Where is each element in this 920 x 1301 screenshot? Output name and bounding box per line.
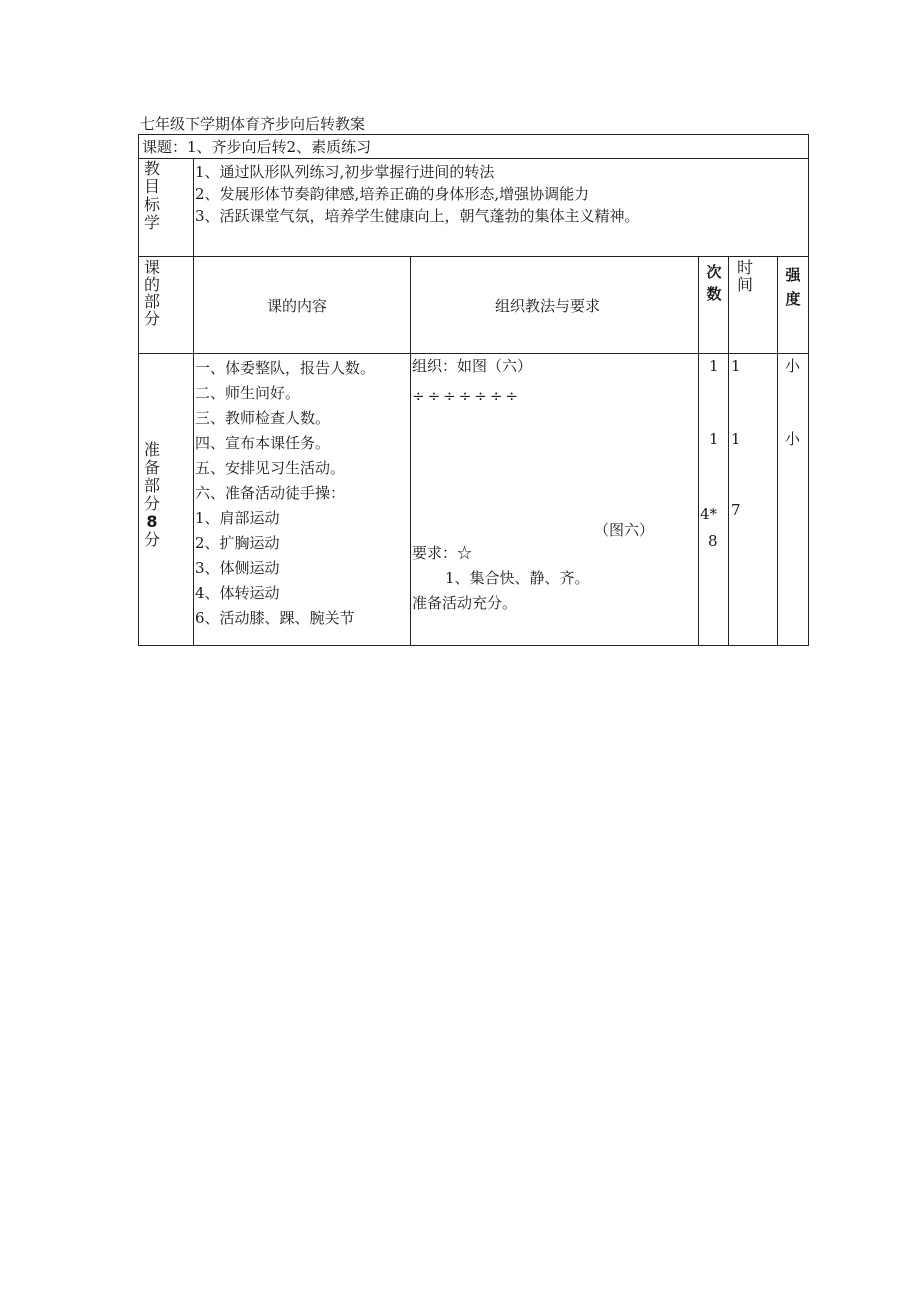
section-header-char: 课 [143,258,160,277]
content-header: 课的内容 [267,297,328,315]
content-item: 六、准备活动徒手操： [195,484,346,502]
content-item: 1、肩部运动 [195,509,280,527]
intensity-header-char: 强 [785,266,801,284]
section-header-char: 的 [143,275,160,294]
section-header [143,259,161,327]
figure-caption: （图六） [594,521,655,539]
count-value: 1 [709,357,719,375]
count-header-char: 次 [706,263,722,281]
prep-label-char: 部 [143,476,160,495]
formation-diagram: ÷÷÷÷÷÷÷ [412,387,521,405]
content-item: 4、体转运动 [195,584,280,602]
time-header [736,259,754,293]
column-divider [410,256,411,645]
time-header-char: 时 [736,258,753,277]
prep-label [143,441,161,549]
section-header-char: 分 [143,309,160,328]
column-divider [193,158,194,645]
time-header-char: 间 [736,275,753,294]
goals-label-char: 学 [143,213,160,232]
goals-label-char: 标 [143,195,160,214]
prep-label-char: 分 [143,494,160,513]
count-header-char: 数 [706,285,722,303]
prep-content-list [195,356,375,631]
lesson-plan-table [138,134,809,646]
goals-list [195,161,640,227]
row-divider [139,256,808,257]
prep-label-char: 准 [143,440,160,459]
content-item: 三、教师检查人数。 [195,409,331,427]
content-item: 二、师生问好。 [195,384,301,402]
requirement-item: 1、集合快、静、齐。 [445,569,590,587]
document-title: 七年级下学期体育齐步向后转教案 [140,115,366,133]
organization-text: 组织：如图（六） [412,357,533,375]
count-value: 1 [709,430,719,448]
content-item: 五、安排见习生活动。 [195,459,346,477]
goal-item: 3、活跃课堂气氛，培养学生健康向上，朝气蓬勃的集体主义精神。 [195,207,640,225]
content-item: 6、活动膝、踝、腕关节 [195,609,355,627]
requirement-label: 要求：☆ [412,544,473,562]
column-divider [698,256,699,645]
count-value: 8 [708,532,718,550]
section-header-char: 部 [143,292,160,311]
prep-label-char: 备 [143,458,160,477]
intensity-value: 小 [785,430,801,448]
time-value: 1 [731,357,741,375]
method-header: 组织教法与要求 [495,297,601,315]
goal-item: 2、发展形体节奏韵律感,培养正确的身体形态,增强协调能力 [195,185,590,203]
goal-item: 1、通过队形队列练习,初步掌握行进间的转法 [195,163,495,181]
intensity-value: 小 [785,357,801,375]
content-item: 2、扩胸运动 [195,534,280,552]
intensity-header-char: 度 [785,290,801,308]
column-divider [777,256,778,645]
time-value: 1 [731,430,741,448]
row-divider [139,353,808,354]
content-item: 3、体侧运动 [195,559,280,577]
prep-label-char: 8 [146,512,158,531]
goals-label-char: 目 [143,177,160,196]
lesson-topic: 课题：1、齐步向后转2、素质练习 [142,138,372,156]
requirement-item: 准备活动充分。 [412,594,518,612]
column-divider [728,256,729,645]
content-item: 一、体委整队，报告人数。 [195,359,376,377]
prep-label-char: 分 [143,530,160,549]
row-divider [139,158,808,159]
content-item: 四、宣布本课任务。 [195,434,331,452]
count-value: 4* [700,505,718,523]
goals-label-char: 教 [143,159,160,178]
time-value: 7 [731,501,741,519]
intensity-header [784,263,802,311]
goals-label [143,160,161,232]
count-header [705,261,723,305]
